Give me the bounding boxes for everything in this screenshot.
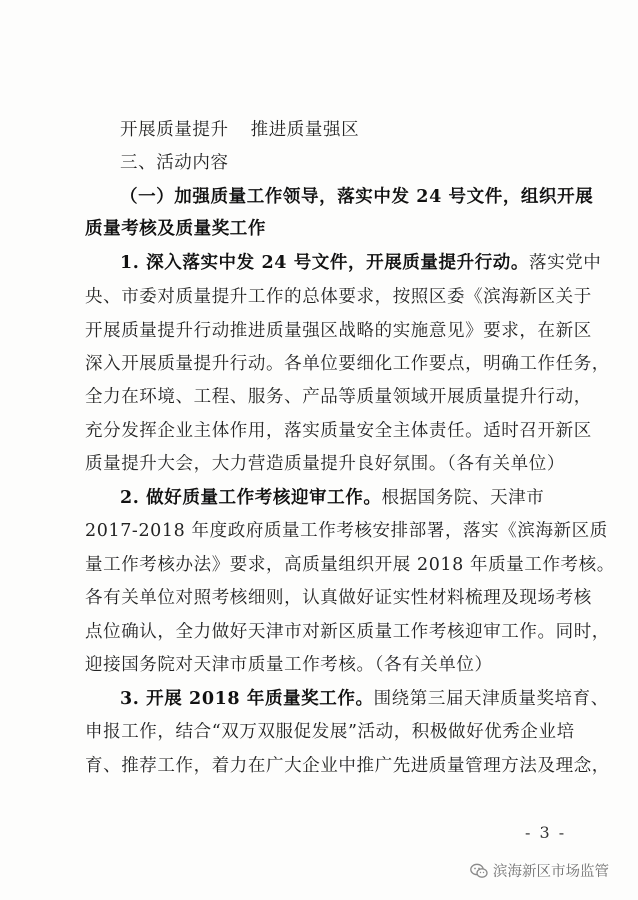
wechat-icon: [470, 863, 488, 879]
item-2-text-start: 根据国务院、天津市: [381, 488, 545, 508]
subsection-heading-line-2: 质量考核及质量奖工作: [85, 219, 266, 239]
paragraph-1-lead: [120, 253, 602, 273]
paragraph-3-lead: [120, 689, 609, 709]
paragraph-2-line-2: 2017-2018 年度政府质量工作考核安排部署，落实《滨海新区质: [85, 521, 608, 541]
paragraph-1-line-2: 央、市委对质量提升工作的总体要求，按照区委《滨海新区关于: [85, 287, 592, 307]
paragraph-1-line-7: 质量提升大会，大力营造质量提升良好氛围。（各有关单位）: [85, 454, 565, 474]
subsection-heading-line-1: （一）加强质量工作领导，落实中发 24 号文件，组织开展: [120, 187, 594, 207]
item-3-title: 3. 开展 2018 年质量奖工作。: [120, 689, 374, 709]
document-line-0: [120, 120, 359, 140]
paragraph-2-line-4: 各有关单位对照考核细则，认真做好证实性材料梳理及现场考核: [85, 588, 592, 608]
section-heading: 三、活动内容: [120, 153, 229, 173]
paragraph-1-line-6: 充分发挥企业主体作用，落实质量安全主体责任。适时召开新区: [85, 421, 592, 441]
item-3-text-start: 围绕第三届天津质量奖培育、: [373, 689, 609, 709]
item-1-title: 1. 深入落实中发 24 号文件，开展质量提升行动。: [120, 253, 529, 273]
page-number: - 3 -: [525, 823, 567, 842]
item-1-text-start: 落实党中: [529, 253, 602, 273]
paragraph-2-line-5: 点位确认，全力做好天津市对新区质量工作考核迎审工作。同时，: [85, 622, 610, 642]
line-0-part-a: 开展质量提升: [120, 120, 229, 140]
line-0-part-b: 推进质量强区: [250, 120, 360, 140]
item-2-title: 2. 做好质量工作考核迎审工作。: [120, 488, 382, 508]
paragraph-2-lead: [120, 488, 563, 508]
paragraph-3-line-3: 育、推荐工作，着力在广大企业中推广先进质量管理方法及理念，: [85, 756, 610, 776]
paragraph-3-line-2: 申报工作，结合“双万双服促发展”活动，积极做好优秀企业培: [85, 722, 575, 742]
paragraph-2-line-3: 量工作考核办法》要求，高质量组织开展 2018 年质量工作考核。: [85, 555, 615, 575]
watermark-text: 滨海新区市场监管: [493, 864, 609, 880]
paragraph-1-line-4: 深入开展质量提升行动。各单位要细化工作要点，明确工作任务，: [85, 354, 610, 374]
account-watermark: [470, 860, 609, 881]
paragraph-2-line-6: 迎接国务院对天津市质量工作考核。（各有关单位）: [85, 655, 493, 675]
paragraph-1-line-3: 开展质量提升行动推进质量强区战略的实施意见》要求，在新区: [85, 321, 592, 341]
paragraph-1-line-5: 全力在环境、工程、服务、产品等质量领域开展质量提升行动，: [85, 387, 592, 407]
